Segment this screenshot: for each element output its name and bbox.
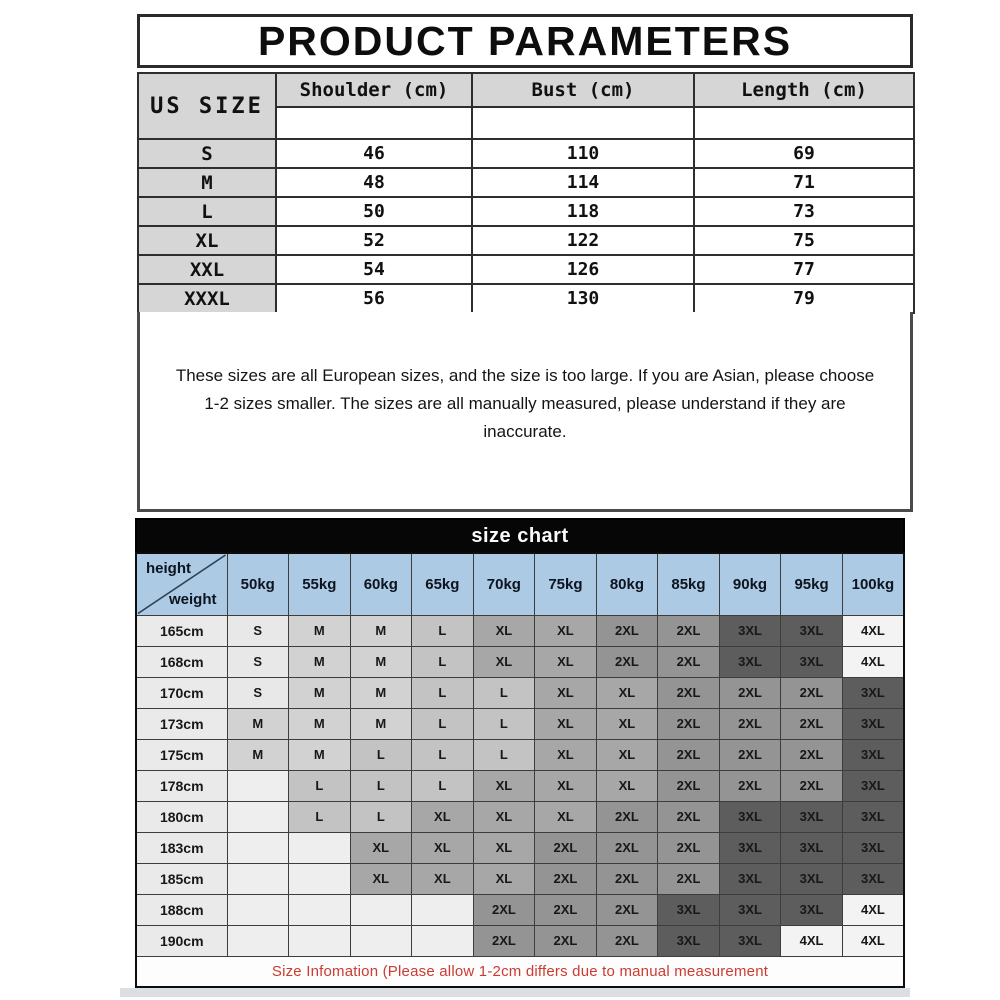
size-cell: XL [535, 646, 597, 677]
size-cell: 2XL [596, 801, 658, 832]
size-cell: L [412, 739, 474, 770]
size-cell: 2XL [596, 646, 658, 677]
size-cell: 3XL [781, 894, 843, 925]
size-cell: S [227, 646, 289, 677]
size-cell: 4XL [842, 646, 904, 677]
size-cell-empty [289, 894, 351, 925]
size-cell: M [227, 739, 289, 770]
length-value: 73 [694, 197, 914, 226]
size-chart-table [135, 552, 905, 988]
size-cell: L [289, 770, 351, 801]
height-label: 175cm [136, 739, 227, 770]
weight-header-100kg: 100kg [842, 553, 904, 615]
shoulder-value: 48 [276, 168, 472, 197]
size-cell: 3XL [719, 832, 781, 863]
size-cell: XL [535, 677, 597, 708]
size-cell: 3XL [658, 925, 720, 956]
size-cell-empty [227, 832, 289, 863]
size-chart-row-188cm [136, 894, 904, 925]
empty-cell [276, 107, 472, 139]
size-cell: XL [473, 832, 535, 863]
size-cell: 4XL [842, 894, 904, 925]
size-cell: XL [412, 801, 474, 832]
length-value: 71 [694, 168, 914, 197]
size-chart-title-bar [135, 518, 905, 552]
weight-header-50kg: 50kg [227, 553, 289, 615]
size-cell: 3XL [842, 801, 904, 832]
shoulder-value: 46 [276, 139, 472, 168]
table-row [138, 197, 914, 226]
size-cell: 3XL [842, 677, 904, 708]
shoulder-column-header: Shoulder (cm) [276, 73, 472, 107]
size-cell: 2XL [781, 677, 843, 708]
size-cell-empty [227, 863, 289, 894]
size-cell: 4XL [842, 925, 904, 956]
size-cell: 3XL [719, 615, 781, 646]
size-cell: M [289, 677, 351, 708]
size-chart-row-168cm [136, 646, 904, 677]
size-cell: M [289, 739, 351, 770]
size-chart-section [135, 518, 905, 988]
empty-cell [472, 107, 694, 139]
length-value: 69 [694, 139, 914, 168]
size-cell: 2XL [658, 801, 720, 832]
size-cell: M [289, 646, 351, 677]
size-cell-empty [227, 894, 289, 925]
size-cell: 2XL [658, 677, 720, 708]
shoulder-value: 50 [276, 197, 472, 226]
size-chart-row-165cm [136, 615, 904, 646]
size-cell: L [412, 646, 474, 677]
corner-height-label: height [146, 560, 191, 577]
size-cell: L [412, 615, 474, 646]
size-cell: 4XL [781, 925, 843, 956]
length-value: 75 [694, 226, 914, 255]
size-cell: XL [535, 801, 597, 832]
size-cell: M [350, 615, 412, 646]
height-label: 190cm [136, 925, 227, 956]
size-cell: M [289, 708, 351, 739]
size-cell: 2XL [781, 708, 843, 739]
size-cell-empty [412, 925, 474, 956]
size-cell-empty [289, 832, 351, 863]
bust-value: 110 [472, 139, 694, 168]
length-column-header: Length (cm) [694, 73, 914, 107]
us-size-header: US SIZE [138, 73, 276, 139]
size-chart-row-170cm [136, 677, 904, 708]
shoulder-value: 52 [276, 226, 472, 255]
sizing-note [140, 312, 910, 446]
height-label: 170cm [136, 677, 227, 708]
size-cell: M [350, 646, 412, 677]
weight-header-80kg: 80kg [596, 553, 658, 615]
size-cell: XL [350, 863, 412, 894]
size-cell: 3XL [842, 770, 904, 801]
bust-value: 126 [472, 255, 694, 284]
size-cell: 2XL [596, 925, 658, 956]
size-information-note: Size Infomation (Please allow 1-2cm differs due to manual measurement [136, 956, 904, 987]
size-cell: L [473, 739, 535, 770]
size-cell: 3XL [719, 925, 781, 956]
size-cell: 3XL [781, 863, 843, 894]
size-cell: 3XL [781, 646, 843, 677]
size-cell: 3XL [781, 832, 843, 863]
size-cell: 2XL [535, 894, 597, 925]
size-cell: L [289, 801, 351, 832]
size-cell: 2XL [658, 615, 720, 646]
sizing-note-box [137, 312, 913, 512]
height-label: 183cm [136, 832, 227, 863]
size-cell-empty [350, 894, 412, 925]
size-cell: 3XL [842, 863, 904, 894]
size-cell: 2XL [658, 770, 720, 801]
size-cell: 2XL [719, 708, 781, 739]
size-label: M [138, 168, 276, 197]
size-cell: M [350, 677, 412, 708]
height-label: 168cm [136, 646, 227, 677]
size-cell: L [350, 739, 412, 770]
note-line: inaccurate. [483, 422, 567, 441]
size-cell: XL [473, 770, 535, 801]
size-cell: M [289, 615, 351, 646]
size-cell: 2XL [658, 863, 720, 894]
size-chart-footer-row [136, 956, 904, 987]
size-cell: XL [535, 708, 597, 739]
height-label: 173cm [136, 708, 227, 739]
size-cell: 2XL [719, 739, 781, 770]
size-cell: 2XL [535, 925, 597, 956]
size-cell: 3XL [781, 615, 843, 646]
bust-value: 118 [472, 197, 694, 226]
weight-header-70kg: 70kg [473, 553, 535, 615]
size-cell: 2XL [473, 925, 535, 956]
size-cell: 3XL [842, 832, 904, 863]
shoulder-value: 56 [276, 284, 472, 313]
weight-header-row [136, 553, 904, 615]
size-cell: XL [473, 646, 535, 677]
table-row [138, 284, 914, 313]
size-cell-empty [350, 925, 412, 956]
size-cell: S [227, 615, 289, 646]
size-cell: 2XL [596, 894, 658, 925]
size-cell: 2XL [596, 863, 658, 894]
page-title: PRODUCT PARAMETERS [257, 17, 793, 64]
size-cell: 3XL [719, 894, 781, 925]
size-cell: XL [535, 739, 597, 770]
size-cell: 2XL [473, 894, 535, 925]
table-row [138, 168, 914, 197]
table-row [138, 226, 914, 255]
size-cell: 3XL [842, 739, 904, 770]
size-chart-row-175cm [136, 739, 904, 770]
size-cell: L [350, 801, 412, 832]
size-cell: 3XL [719, 646, 781, 677]
size-cell: 2XL [781, 739, 843, 770]
length-value: 77 [694, 255, 914, 284]
size-cell: L [473, 708, 535, 739]
size-chart-row-180cm [136, 801, 904, 832]
params-header-row [138, 73, 914, 107]
size-cell: 2XL [596, 832, 658, 863]
bust-value: 122 [472, 226, 694, 255]
product-parameters-title-box [137, 14, 913, 68]
size-cell: XL [412, 832, 474, 863]
size-chart-row-183cm [136, 832, 904, 863]
size-cell: XL [350, 832, 412, 863]
size-cell: M [227, 708, 289, 739]
shoulder-value: 54 [276, 255, 472, 284]
size-cell: 3XL [719, 801, 781, 832]
size-cell: XL [596, 677, 658, 708]
weight-header-65kg: 65kg [412, 553, 474, 615]
size-label: XXXL [138, 284, 276, 313]
product-parameters-table [137, 72, 915, 314]
size-cell: 2XL [719, 677, 781, 708]
size-cell: L [350, 770, 412, 801]
size-label: XL [138, 226, 276, 255]
size-cell-empty [412, 894, 474, 925]
bust-value: 130 [472, 284, 694, 313]
weight-header-60kg: 60kg [350, 553, 412, 615]
size-chart-row-185cm [136, 863, 904, 894]
size-cell: 4XL [842, 615, 904, 646]
size-cell: 2XL [658, 832, 720, 863]
table-row [138, 255, 914, 284]
size-cell: 3XL [719, 863, 781, 894]
size-label: XXL [138, 255, 276, 284]
height-label: 180cm [136, 801, 227, 832]
size-chart-row-173cm [136, 708, 904, 739]
weight-header-85kg: 85kg [658, 553, 720, 615]
size-cell: S [227, 677, 289, 708]
size-cell: M [350, 708, 412, 739]
size-cell: XL [473, 801, 535, 832]
size-cell: 3XL [781, 801, 843, 832]
size-cell-empty [227, 770, 289, 801]
size-cell: 2XL [781, 770, 843, 801]
note-line: These sizes are all European sizes, and the size is too large. If you are Asian, please choose [175, 366, 875, 385]
size-cell: XL [535, 615, 597, 646]
weight-header-55kg: 55kg [289, 553, 351, 615]
size-cell: XL [473, 615, 535, 646]
size-cell: 2XL [596, 615, 658, 646]
size-chart-row-178cm [136, 770, 904, 801]
size-cell: L [412, 770, 474, 801]
bust-column-header: Bust (cm) [472, 73, 694, 107]
size-cell: 2XL [658, 739, 720, 770]
size-cell: 2XL [535, 832, 597, 863]
size-cell-empty [227, 925, 289, 956]
weight-header-95kg: 95kg [781, 553, 843, 615]
height-weight-corner-cell [136, 553, 227, 615]
length-value: 79 [694, 284, 914, 313]
size-cell: 3XL [842, 708, 904, 739]
size-cell: L [412, 677, 474, 708]
size-cell: XL [412, 863, 474, 894]
size-cell: XL [535, 770, 597, 801]
weight-header-75kg: 75kg [535, 553, 597, 615]
bust-value: 114 [472, 168, 694, 197]
size-cell: XL [596, 739, 658, 770]
size-cell: XL [596, 708, 658, 739]
corner-weight-label: weight [169, 590, 217, 608]
size-chart-row-190cm [136, 925, 904, 956]
size-cell: XL [473, 863, 535, 894]
size-cell-empty [289, 925, 351, 956]
size-cell: L [412, 708, 474, 739]
size-cell: 2XL [658, 708, 720, 739]
size-cell: 3XL [658, 894, 720, 925]
size-chart-title: size chart [471, 524, 569, 547]
empty-cell [694, 107, 914, 139]
size-cell: 2XL [658, 646, 720, 677]
height-label: 188cm [136, 894, 227, 925]
size-cell: XL [596, 770, 658, 801]
size-cell: L [473, 677, 535, 708]
note-line: 1-2 sizes smaller. The sizes are all manually measured, please understand if they are [204, 394, 846, 413]
height-label: 185cm [136, 863, 227, 894]
height-label: 178cm [136, 770, 227, 801]
height-label: 165cm [136, 615, 227, 646]
weight-header-90kg: 90kg [719, 553, 781, 615]
size-cell: 2XL [535, 863, 597, 894]
size-cell-empty [227, 801, 289, 832]
size-label: L [138, 197, 276, 226]
bottom-shadow-strip [120, 988, 910, 997]
size-label: S [138, 139, 276, 168]
size-cell-empty [289, 863, 351, 894]
size-cell: 2XL [719, 770, 781, 801]
table-row [138, 139, 914, 168]
